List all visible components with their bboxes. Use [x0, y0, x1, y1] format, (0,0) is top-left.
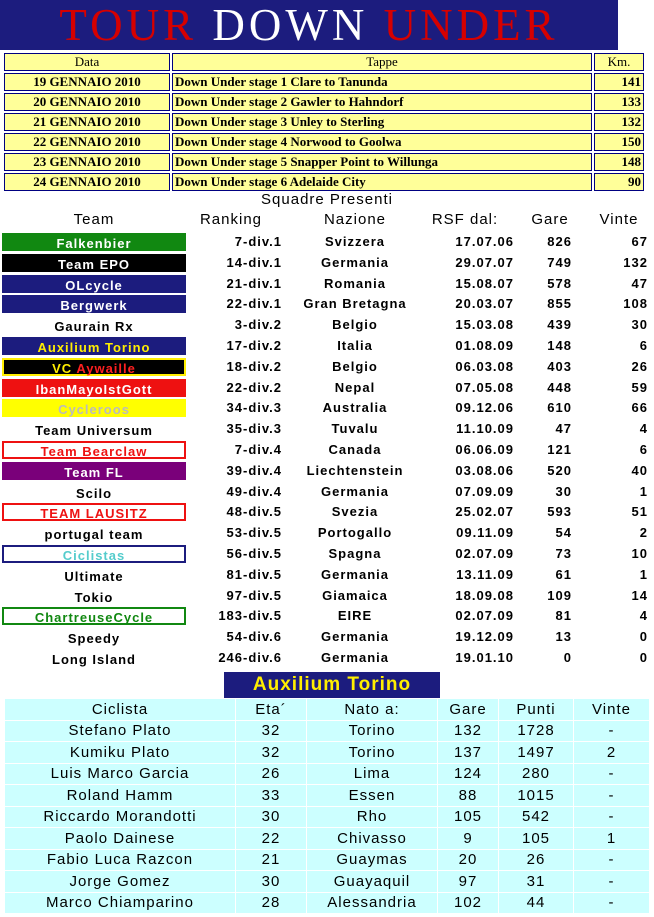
rider-row [5, 850, 649, 871]
rider-gare: 132 [438, 721, 498, 742]
banner-title [0, 0, 618, 50]
team-vinte: 30 [631, 317, 648, 333]
rider-nato: Lima [307, 764, 437, 785]
rider-nato: Torino [307, 721, 437, 742]
team-gare: 81 [555, 608, 572, 624]
stage-row [4, 133, 644, 151]
team-name-badge: Tokio [2, 587, 186, 605]
team-gare: 13 [555, 629, 572, 645]
rider-gare: 105 [438, 807, 498, 828]
team-ranking: 21-div.1 [226, 275, 282, 291]
team-row [0, 461, 654, 482]
team-ranking: 246-div.6 [218, 649, 282, 665]
rider-row [5, 807, 649, 828]
team-gare: 749 [547, 254, 572, 270]
team-name-badge: Gaurain Rx [2, 316, 186, 334]
team-row [0, 648, 654, 669]
rider-punti: 44 [499, 893, 573, 914]
riders-header-gare: Gare [438, 699, 498, 720]
riders-header-row [5, 699, 649, 720]
team-rsf: 29.07.07 [455, 254, 514, 270]
team-row [0, 606, 654, 627]
team-vinte: 108 [623, 296, 648, 312]
team-vinte: 0 [639, 649, 648, 665]
stage-name: Down Under stage 6 Adelaide City [172, 173, 592, 191]
rider-gare: 124 [438, 764, 498, 785]
team-row [0, 523, 654, 544]
rider-gare: 88 [438, 785, 498, 806]
team-name-badge: Speedy [2, 628, 186, 646]
team-ranking: 34-div.3 [226, 400, 282, 416]
auxilium-title: Auxilium Torino [224, 672, 440, 698]
stage-km: 133 [594, 93, 644, 111]
banner-word-tour: TOUR [59, 0, 198, 50]
stage-date: 22 GENNAIO 2010 [4, 133, 170, 151]
banner-word-under: UNDER [383, 0, 559, 50]
team-rsf: 09.12.06 [455, 400, 514, 416]
rider-name: Luis Marco Garcia [5, 764, 235, 785]
team-ranking: 56-div.5 [226, 545, 282, 561]
rider-punti: 280 [499, 764, 573, 785]
rider-nato: Rho [307, 807, 437, 828]
stage-row [4, 113, 644, 131]
team-nazione: Belgio [332, 317, 378, 333]
team-nazione: Belgio [332, 358, 378, 374]
stage-km: 150 [594, 133, 644, 151]
rider-name: Fabio Luca Razcon [5, 850, 235, 871]
stage-km: 90 [594, 173, 644, 191]
team-ranking: 81-div.5 [226, 566, 282, 582]
teams-table [0, 208, 654, 669]
team-vinte: 1 [639, 566, 648, 582]
team-rsf: 01.08.09 [455, 337, 514, 353]
team-name-badge: Auxilium Torino [2, 337, 186, 355]
rider-name: Riccardo Morandotti [5, 807, 235, 828]
rider-vinte: - [574, 871, 649, 892]
tour-banner [0, 0, 618, 50]
stage-km: 141 [594, 73, 644, 91]
team-gare: 121 [547, 441, 572, 457]
team-name-badge: OLcycle [2, 275, 186, 293]
team-name-part: Aywaille [76, 360, 136, 376]
team-rsf: 15.03.08 [455, 317, 514, 333]
team-ranking: 22-div.2 [226, 379, 282, 395]
stage-row [4, 93, 644, 111]
stages-header-row [4, 53, 644, 71]
rider-nato: Chivasso [307, 828, 437, 849]
team-row [0, 565, 654, 586]
team-vinte: 40 [631, 462, 648, 478]
team-gare: 0 [563, 649, 572, 665]
team-row [0, 232, 654, 253]
team-vinte: 10 [631, 545, 648, 561]
stages-header-km: Km. [594, 53, 644, 71]
rider-row [5, 742, 649, 763]
rider-row [5, 828, 649, 849]
team-name-badge [2, 358, 186, 376]
rider-punti: 31 [499, 871, 573, 892]
team-name-badge: Team FL [2, 462, 186, 480]
team-vinte: 4 [639, 421, 648, 437]
riders-table [4, 698, 650, 914]
rider-punti: 542 [499, 807, 573, 828]
team-name-badge: Team EPO [2, 254, 186, 272]
rider-nato: Alessandria [307, 893, 437, 914]
teams-header-ranking: Ranking [199, 211, 263, 228]
team-gare: 73 [555, 545, 572, 561]
team-row [0, 502, 654, 523]
teams-header-team: Team [73, 211, 115, 228]
team-gare: 109 [547, 587, 572, 603]
rider-eta: 26 [236, 764, 306, 785]
team-name-badge: Team Universum [2, 420, 186, 438]
team-vinte: 67 [631, 234, 648, 249]
team-nazione: Svizzera [324, 234, 386, 249]
team-nazione: Germania [321, 629, 389, 645]
team-vinte: 26 [631, 358, 648, 374]
rider-gare: 97 [438, 871, 498, 892]
rider-eta: 30 [236, 807, 306, 828]
team-nazione: Tuvalu [331, 421, 379, 437]
team-ranking: 14-div.1 [226, 254, 282, 270]
team-rsf: 09.11.09 [456, 525, 514, 541]
stage-name: Down Under stage 5 Snapper Point to Willunga [172, 153, 592, 171]
team-vinte: 66 [631, 400, 648, 416]
team-name-badge: Scilo [2, 483, 186, 501]
team-gare: 610 [547, 400, 572, 416]
team-vinte: 4 [639, 608, 648, 624]
team-ranking: 54-div.6 [226, 629, 282, 645]
teams-title: Squadre Presenti [261, 191, 393, 208]
team-vinte: 6 [639, 441, 648, 457]
stage-km: 148 [594, 153, 644, 171]
rider-row [5, 785, 649, 806]
team-row [0, 544, 654, 565]
rider-punti: 1497 [499, 742, 573, 763]
rider-eta: 30 [236, 871, 306, 892]
team-rsf: 06.06.09 [455, 441, 514, 457]
stage-name: Down Under stage 3 Unley to Sterling [172, 113, 592, 131]
team-ranking: 22-div.1 [226, 296, 282, 312]
rider-name: Paolo Dainese [5, 828, 235, 849]
team-name-badge: Cycleroos [2, 399, 186, 417]
stages-header-date: Data [4, 53, 170, 71]
team-vinte: 6 [639, 337, 648, 353]
stage-date: 20 GENNAIO 2010 [4, 93, 170, 111]
riders-header-eta: Eta´ [236, 699, 306, 720]
team-nazione: Germania [321, 254, 389, 270]
team-vinte: 51 [631, 504, 648, 520]
team-ranking: 97-div.5 [226, 587, 282, 603]
team-name-badge: Bergwerk [2, 295, 186, 313]
rider-eta: 28 [236, 893, 306, 914]
team-row [0, 336, 654, 357]
rider-row [5, 893, 649, 914]
riders-header-ciclista: Ciclista [5, 699, 235, 720]
teams-header-nazione: Nazione [323, 211, 387, 228]
banner-word-down: DOWN [212, 0, 369, 50]
team-rsf: 25.02.07 [455, 504, 514, 520]
team-vinte: 47 [631, 275, 648, 291]
team-ranking: 7-div.4 [234, 441, 282, 457]
rider-eta: 22 [236, 828, 306, 849]
team-name-badge: Falkenbier [2, 233, 186, 251]
team-rsf: 02.07.09 [455, 608, 514, 624]
teams-header-rsf: RSF dal: [431, 211, 499, 228]
team-gare: 54 [555, 525, 572, 541]
rider-row [5, 764, 649, 785]
stage-date: 19 GENNAIO 2010 [4, 73, 170, 91]
team-gare: 403 [547, 358, 572, 374]
rider-name: Jorge Gomez [5, 871, 235, 892]
rider-eta: 32 [236, 742, 306, 763]
team-rsf: 06.03.08 [455, 358, 514, 374]
team-nazione: Nepal [334, 379, 376, 395]
team-rsf: 03.08.06 [455, 462, 514, 478]
rider-eta: 32 [236, 721, 306, 742]
team-nazione: Gran Bretagna [303, 296, 407, 312]
stage-row [4, 173, 644, 191]
team-gare: 593 [547, 504, 572, 520]
team-nazione: Germania [321, 566, 389, 582]
rider-nato: Guaymas [307, 850, 437, 871]
riders-header-nato: Nato a: [307, 699, 437, 720]
rider-nato: Torino [307, 742, 437, 763]
team-rsf: 02.07.09 [455, 545, 514, 561]
team-rsf: 07.09.09 [455, 483, 514, 499]
team-ranking: 48-div.5 [226, 504, 282, 520]
team-row [0, 378, 654, 399]
team-gare: 826 [547, 234, 572, 249]
team-name-badge: portugal team [2, 524, 186, 542]
team-ranking: 49-div.4 [226, 483, 282, 499]
team-name-badge: TEAM LAUSITZ [2, 503, 186, 521]
team-gare: 448 [547, 379, 572, 395]
team-name-badge: Long Island [2, 649, 186, 667]
team-gare: 520 [547, 462, 572, 478]
rider-gare: 137 [438, 742, 498, 763]
team-nazione: Germania [321, 649, 389, 665]
team-nazione: Svezia [331, 504, 379, 520]
team-row [0, 627, 654, 648]
rider-gare: 20 [438, 850, 498, 871]
teams-header-row [0, 208, 654, 232]
team-name-badge: Ciclistas [2, 545, 186, 563]
team-gare: 61 [555, 566, 572, 582]
team-vinte: 0 [639, 629, 648, 645]
riders-header-punti: Punti [499, 699, 573, 720]
team-nazione: Portogallo [317, 525, 393, 541]
team-row [0, 315, 654, 336]
team-name-badge: Team Bearclaw [2, 441, 186, 459]
team-vinte: 59 [631, 379, 648, 395]
team-rsf: 17.07.06 [455, 234, 514, 249]
team-row [0, 274, 654, 295]
team-vinte: 1 [639, 483, 648, 499]
rider-vinte: - [574, 785, 649, 806]
rider-punti: 26 [499, 850, 573, 871]
team-gare: 30 [555, 483, 572, 499]
team-gare: 148 [547, 337, 572, 353]
stage-name: Down Under stage 2 Gawler to Hahndorf [172, 93, 592, 111]
team-ranking: 17-div.2 [226, 337, 282, 353]
riders-header-vinte: Vinte [574, 699, 649, 720]
team-rsf: 11.10.09 [456, 421, 514, 437]
rider-nato: Guayaquil [307, 871, 437, 892]
team-name-part: VC [52, 360, 77, 376]
team-ranking: 35-div.3 [226, 421, 282, 437]
rider-vinte: - [574, 807, 649, 828]
team-row [0, 482, 654, 503]
rider-name: Kumiku Plato [5, 742, 235, 763]
team-vinte: 14 [631, 587, 648, 603]
teams-header-vinte: Vinte [599, 211, 639, 228]
rider-vinte: 1 [574, 828, 649, 849]
team-ranking: 7-div.1 [234, 234, 282, 249]
stages-header-stage: Tappe [172, 53, 592, 71]
team-ranking: 3-div.2 [234, 317, 282, 333]
stage-km: 132 [594, 113, 644, 131]
rider-vinte: - [574, 850, 649, 871]
stage-name: Down Under stage 4 Norwood to Goolwa [172, 133, 592, 151]
stage-date: 24 GENNAIO 2010 [4, 173, 170, 191]
stages-table [2, 51, 646, 193]
team-nazione: Spagna [328, 545, 382, 561]
rider-punti: 1728 [499, 721, 573, 742]
team-row [0, 253, 654, 274]
rider-vinte: - [574, 893, 649, 914]
team-rsf: 19.12.09 [455, 629, 514, 645]
team-nazione: Germania [321, 483, 389, 499]
team-nazione: EIRE [337, 608, 373, 624]
team-gare: 439 [547, 317, 572, 333]
team-nazione: Giamaica [322, 587, 388, 603]
rider-row [5, 871, 649, 892]
rider-name: Marco Chiamparino [5, 893, 235, 914]
rider-vinte: 2 [574, 742, 649, 763]
team-ranking: 183-div.5 [218, 608, 282, 624]
team-ranking: 53-div.5 [226, 525, 282, 541]
team-name-badge: IbanMayoIstGott [2, 379, 186, 397]
team-nazione: Canada [328, 441, 382, 457]
team-row [0, 398, 654, 419]
rider-vinte: - [574, 721, 649, 742]
stage-date: 23 GENNAIO 2010 [4, 153, 170, 171]
rider-punti: 105 [499, 828, 573, 849]
team-nazione: Italia [337, 337, 373, 353]
team-rsf: 18.09.08 [455, 587, 514, 603]
team-nazione: Liechtenstein [306, 462, 404, 478]
team-rsf: 19.01.10 [455, 649, 514, 665]
teams-header-gare: Gare [531, 211, 569, 228]
stage-date: 21 GENNAIO 2010 [4, 113, 170, 131]
team-nazione: Australia [322, 400, 388, 416]
team-name-badge: Ultimate [2, 566, 186, 584]
team-row [0, 357, 654, 378]
team-gare: 578 [547, 275, 572, 291]
team-ranking: 18-div.2 [226, 358, 282, 374]
rider-punti: 1015 [499, 785, 573, 806]
team-vinte: 132 [623, 254, 648, 270]
team-row [0, 294, 654, 315]
rider-name: Stefano Plato [5, 721, 235, 742]
rider-gare: 102 [438, 893, 498, 914]
rider-gare: 9 [438, 828, 498, 849]
team-row [0, 440, 654, 461]
stage-row [4, 73, 644, 91]
team-row [0, 586, 654, 607]
rider-row [5, 721, 649, 742]
rider-vinte: - [574, 764, 649, 785]
team-name-badge: ChartreuseCycle [2, 607, 186, 625]
team-vinte: 2 [639, 525, 648, 541]
team-rsf: 15.08.07 [455, 275, 514, 291]
team-gare: 855 [547, 296, 572, 312]
team-nazione: Romania [324, 275, 386, 291]
team-rsf: 20.03.07 [455, 296, 514, 312]
rider-nato: Essen [307, 785, 437, 806]
team-rsf: 13.11.09 [456, 566, 514, 582]
rider-eta: 33 [236, 785, 306, 806]
team-row [0, 419, 654, 440]
stage-row [4, 153, 644, 171]
team-gare: 47 [555, 421, 572, 437]
rider-eta: 21 [236, 850, 306, 871]
rider-name: Roland Hamm [5, 785, 235, 806]
stage-name: Down Under stage 1 Clare to Tanunda [172, 73, 592, 91]
team-ranking: 39-div.4 [226, 462, 282, 478]
team-rsf: 07.05.08 [455, 379, 514, 395]
